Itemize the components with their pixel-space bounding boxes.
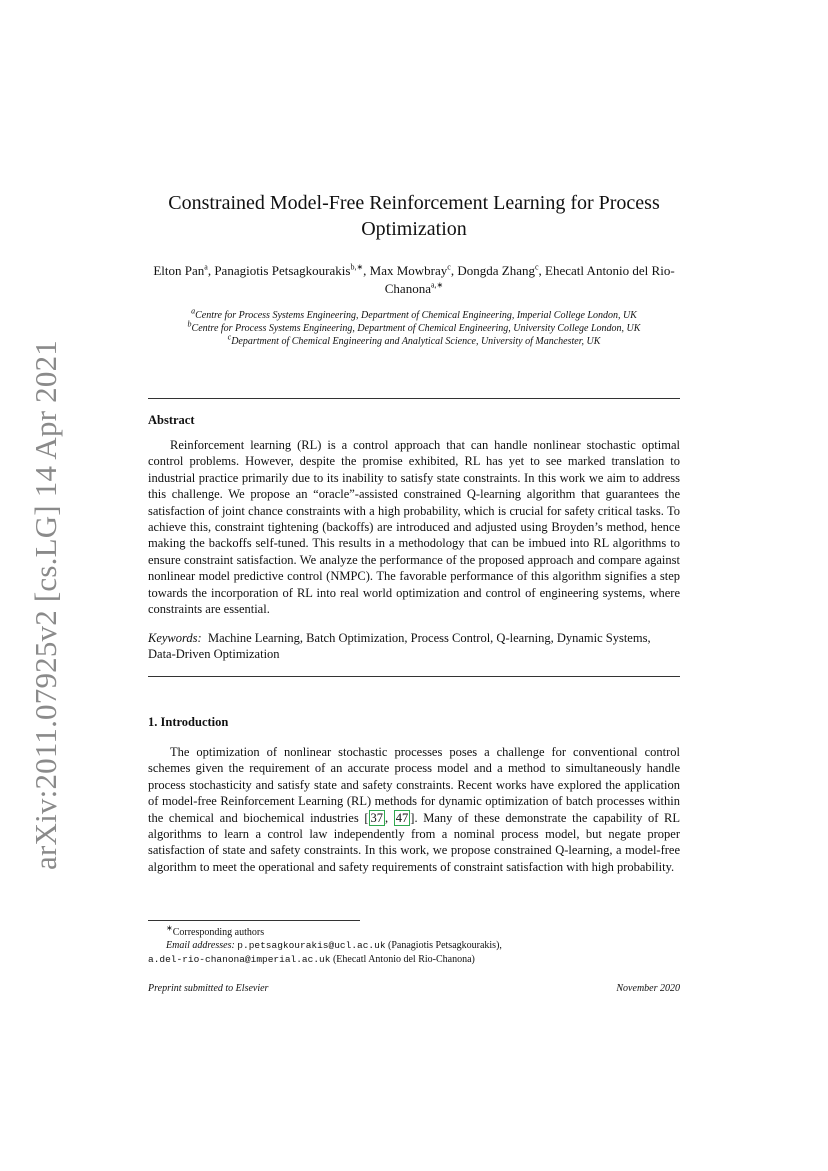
email-line-2: a.del-rio-chanona@imperial.ac.uk (Ehecatl Antonio del Rio-Chanona) (148, 953, 475, 965)
title-line-1: Constrained Model-Free Reinforcement Learning for Process (168, 192, 660, 214)
arxiv-identifier-stamp (24, 340, 68, 870)
affiliation-a: $^a$Centre for Process Systems Engineering, Department of Chemical Engineering, Imperial College London, UK (191, 306, 637, 321)
abstract-paragraph: Reinforcement learning (RL) is a control approach that can handle nonlinear stochastic optimal control problems. However, despite the promise exhibited, RL has yet to see marked translation to industrial practice primarily due to its inability to satisfy state constraints. In this work we aim to address this challenge. We propose an “oracle”-assisted constrained Q-learning algorithm that guarantees the satisfaction of joint chance constraints with a high probability, which is crucial for safety critical tasks. To achieve this, constraint tightening (backoffs) are introduced and adjusted using Broyden’s method, hence making the backoffs self-tuned. This results in a methodology that can be imbued into RL algorithms to ensure constraint satisfaction. We analyze the performance of the proposed approach and compare against nonlinear model predictive control (NMPC). The favorable performance of this algorithm signifies a step towards the incorporation of RL into real world optimization and control of engineering systems, where constraints are essential. (148, 438, 680, 617)
author-2: Panagiotis Petsagkourakis$^{b,∗}$, (214, 262, 370, 278)
email-link-2[interactable]: a.del-rio-chanona@imperial.ac.uk (148, 953, 331, 965)
author-3: Max Mowbray$^c$, (369, 262, 458, 278)
abstract-heading: Abstract (148, 413, 195, 427)
footer-date: November 2020 (616, 983, 680, 994)
arxiv-id-text: arXiv:2011.07925v2 [cs.LG] 14 Apr 2021 (28, 340, 63, 870)
footnote (148, 923, 680, 966)
citation-link-37[interactable]: 37 (370, 810, 383, 825)
footer-preprint-note: Preprint submitted to Elsevier (148, 983, 269, 994)
keywords-text: Machine Learning, Batch Optimization, Process Control, Q-learning, Dynamic Systems, Data-Driven Optimization (148, 631, 651, 662)
keywords (148, 630, 680, 663)
affiliation-list (148, 306, 680, 348)
title-line-2: Optimization (361, 218, 467, 240)
affiliation-c: $^c$Department of Chemical Engineering and Analytical Science, University of Manchester, UK (227, 332, 601, 347)
email-link-1[interactable]: p.petsagkourakis@ucl.ac.uk (237, 940, 386, 952)
corresponding-note: ∗Corresponding authors (166, 923, 265, 938)
author-4: Dongda Zhang$^c$, (457, 262, 546, 278)
affiliation-b: $^b$Centre for Process Systems Engineering, Department of Chemical Engineering, University College London, UK (187, 319, 641, 334)
email-line-1: Email addresses: p.petsagkourakis@ucl.ac.uk (Panagiotis Petsagkourakis), (166, 940, 502, 952)
author-1: Elton Pan$^a$, (153, 262, 215, 278)
paper-title (148, 190, 680, 242)
abstract-bottom-rule (148, 676, 680, 677)
author-5: Ehecatl Antonio del Rio-Chanona$^{a,∗}$ (384, 263, 675, 296)
citation-link-47[interactable]: 47 (395, 810, 409, 825)
abstract-top-rule (148, 398, 680, 399)
author-list (148, 262, 680, 298)
footnote-rule (148, 920, 360, 921)
introduction-paragraph: The optimization of nonlinear stochastic processes poses a challenge for conventional control schemes given the requirement of an accurate process model and a method to simultaneously handle process stochasticity and satisfy state and safety constraints. Recent works have explored the application of model-free Reinforcement Learning (RL) methods for dynamic optimization of batch processes within the chemical and biochemical industries [ 37 , 47 ]. Many of these demonstrate the capability of RL algorithms to learn a control law independently from a nominal process model, but negate proper satisfaction of state and safety constraints. In this work, we propose constrained Q-learning, a model-free algorithm to meet the operational and safety requirements of constraint satisfaction with high probability. (148, 745, 680, 874)
keywords-label: Keywords: (148, 631, 202, 645)
introduction-heading: 1. Introduction (148, 715, 229, 729)
